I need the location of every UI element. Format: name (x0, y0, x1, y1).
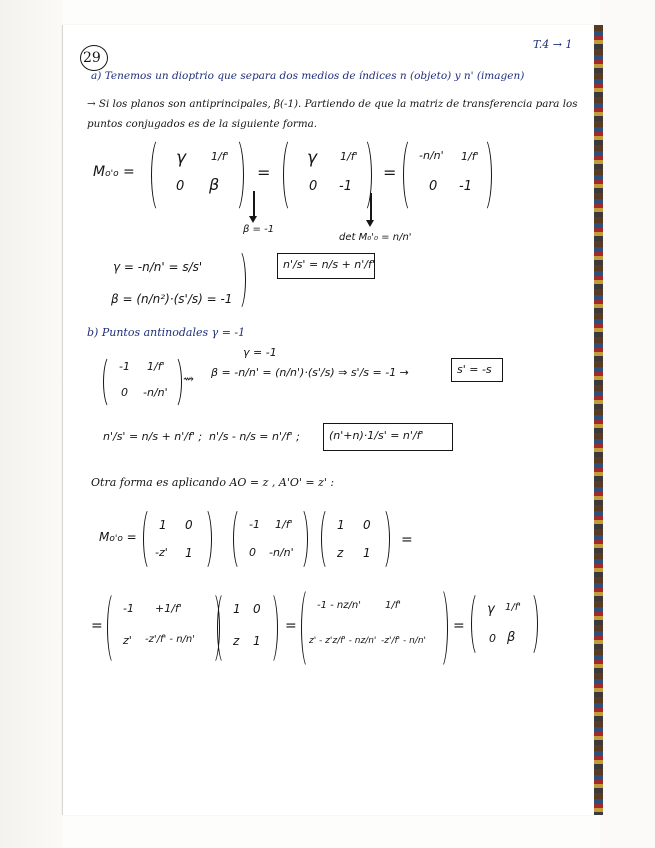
gamma-relation: γ = -n/n' = s/s' (113, 260, 203, 274)
om-r2m1-r1c2: +1/f' (155, 602, 182, 615)
om-r2m4-left-paren (471, 591, 486, 657)
om-mat2-r2c2: -n/n' (269, 546, 294, 559)
matrix-2-r2c1: 0 (309, 179, 318, 194)
matrix-3-r1c2: 1/f' (461, 150, 479, 163)
part-b-squiggle-arrow: ⇝ (183, 372, 194, 387)
om-mat1-r2c2: 1 (185, 546, 193, 560)
problem-number: 29 (83, 50, 101, 66)
part-b-gamma-note: γ = -1 (243, 346, 277, 359)
om-r2m2-r1c2: 0 (253, 602, 261, 616)
boxed-equation-a-text: n'/s' = n/s + n'/f' (283, 258, 375, 271)
part-b-matrix-left-paren (103, 355, 118, 409)
matrix-1-r2c2: β (209, 175, 220, 194)
boxed-equation-b-text: (n'+n)·1/s' = n'/f' (329, 429, 424, 442)
om-r2m2-right-paren (263, 591, 278, 665)
page-left-margin (0, 0, 62, 848)
matrix-2-r1c1: γ (307, 148, 318, 168)
om-mat1-r2c1: -z' (155, 546, 168, 559)
matrix-3-left-paren (403, 137, 420, 213)
om-r2m3-r2c2: -z'/f' - n/n' (381, 636, 427, 646)
part-b-matrix-right-paren (167, 355, 182, 409)
part-b-line-2: n'/s - n/s = n'/f' ; (209, 430, 300, 443)
om-r2m2-r2c1: z (233, 634, 240, 648)
part-a-note-2: puntos conjugados es de la siguiente forma. (87, 118, 317, 130)
om-r2m4-r2c1: 0 (489, 632, 496, 645)
part-b-matrix-r2c1: 0 (121, 386, 128, 399)
matrix-3-r1c1: -n/n' (419, 149, 444, 162)
om-row2-eq-2: = (285, 618, 297, 634)
om-row2-eq-3: = (453, 618, 465, 634)
om-mat3-r2c1: z (337, 546, 344, 560)
om-mat3-r1c1: 1 (337, 518, 345, 532)
matrix-1-r1c1: γ (176, 148, 187, 168)
matrix-1-left-paren (151, 137, 168, 213)
matrix-1-eq: = (257, 163, 271, 182)
part-b-matrix-r1c2: 1/f' (147, 360, 165, 373)
om-r2m3-r2c1: z' - z'z/f' - nz/n' (309, 636, 377, 646)
om-row1-eq: = (401, 532, 413, 548)
other-method-intro: Otra forma es aplicando AO = z , A'O' = z' : (91, 476, 335, 489)
beta-relation: β = (n/n²)·(s'/s) = -1 (111, 292, 233, 306)
om-r2m2-r1c1: 1 (233, 602, 241, 616)
om-mat3-r2c2: 1 (363, 546, 371, 560)
om-r2m4-right-paren (523, 591, 538, 657)
om-mat2-left-paren (233, 507, 248, 571)
beta-arrow (253, 191, 255, 219)
om-mat2-r1c2: 1/f' (275, 518, 293, 531)
det-arrow (370, 193, 372, 223)
transfer-matrix-label: Mo'o = (93, 164, 135, 180)
om-r2m3-right-paren (433, 587, 448, 669)
om-r2m1-r2c1: z' (123, 634, 132, 647)
om-mat2-right-paren (293, 507, 308, 571)
om-r2m2-r2c2: 1 (253, 634, 261, 648)
om-mat1-right-paren (197, 507, 212, 571)
topic-label: T.4 → 1 (533, 38, 573, 51)
om-r2m2-left-paren (217, 591, 232, 665)
matrix-3-r2c2: -1 (459, 179, 472, 194)
om-row2-eq: = (91, 618, 103, 634)
om-r2m1-r2c2: -z'/f' - n/n' (145, 634, 196, 645)
om-mat1-left-paren (143, 507, 158, 571)
matrix-2-eq: = (383, 163, 397, 182)
boxed-s-prime-text: s' = -s (457, 363, 492, 376)
det-note: det M₀'₀ = n/n' (339, 232, 412, 243)
matrix-3-r2c1: 0 (429, 179, 438, 194)
matrix-1-right-paren (227, 137, 244, 213)
om-r2m4-r2c2: β (507, 630, 516, 645)
notebook-binding-edge (594, 25, 603, 815)
beta-note: β = -1 (243, 224, 275, 235)
om-r2m1-left-paren (107, 591, 122, 665)
part-b-matrix-r1c1: -1 (119, 360, 130, 373)
part-b-title: b) Puntos antinodales γ = -1 (87, 326, 246, 339)
om-mat3-right-paren (375, 507, 390, 571)
om-mat3-r1c2: 0 (363, 518, 371, 532)
matrix-1-r2c1: 0 (176, 179, 185, 194)
relations-brace (231, 249, 246, 311)
om-r2m1-r1c1: -1 (123, 602, 134, 615)
om-r2m4-r1c2: 1/f' (505, 602, 522, 613)
om-mat1-r1c2: 0 (185, 518, 193, 532)
part-b-beta-equation: β = -n/n' = (n/n')·(s'/s) ⇒ s'/s = -1 → (211, 366, 409, 379)
om-mat2-r1c1: -1 (249, 518, 260, 531)
matrix-1-r1c2: 1/f' (211, 150, 229, 163)
om-mat3-left-paren (321, 507, 336, 571)
part-b-matrix-r2c2: -n/n' (143, 386, 168, 399)
om-r2m3-r1c1: -1 - nz/n' (317, 600, 361, 611)
om-r2m3-r1c2: 1/f' (385, 600, 402, 611)
part-a-statement: a) Tenemos un dioptrio que separa dos medios de índices n (objeto) y n' (imagen) (91, 70, 525, 82)
part-b-line-1: n'/s' = n/s + n'/f' ; (103, 430, 203, 443)
matrix-2-r1c2: 1/f' (340, 150, 358, 163)
notebook-page (62, 25, 596, 815)
om-mat1-r1c1: 1 (159, 518, 167, 532)
om-mat2-r2c1: 0 (249, 546, 256, 559)
om-r2m4-r1c1: γ (487, 602, 495, 617)
part-a-note: → Si los planos son antiprincipales, β(-1). Partiendo de que la matriz de transferencia para los (87, 98, 578, 110)
om-r2m3-left-paren (301, 587, 316, 669)
matrix-2-r2c2: -1 (339, 179, 352, 194)
matrix-2-left-paren (283, 137, 300, 213)
m-label: Mo'o = (99, 530, 137, 544)
matrix-3-right-paren (475, 137, 492, 213)
page-right-margin (600, 0, 655, 848)
